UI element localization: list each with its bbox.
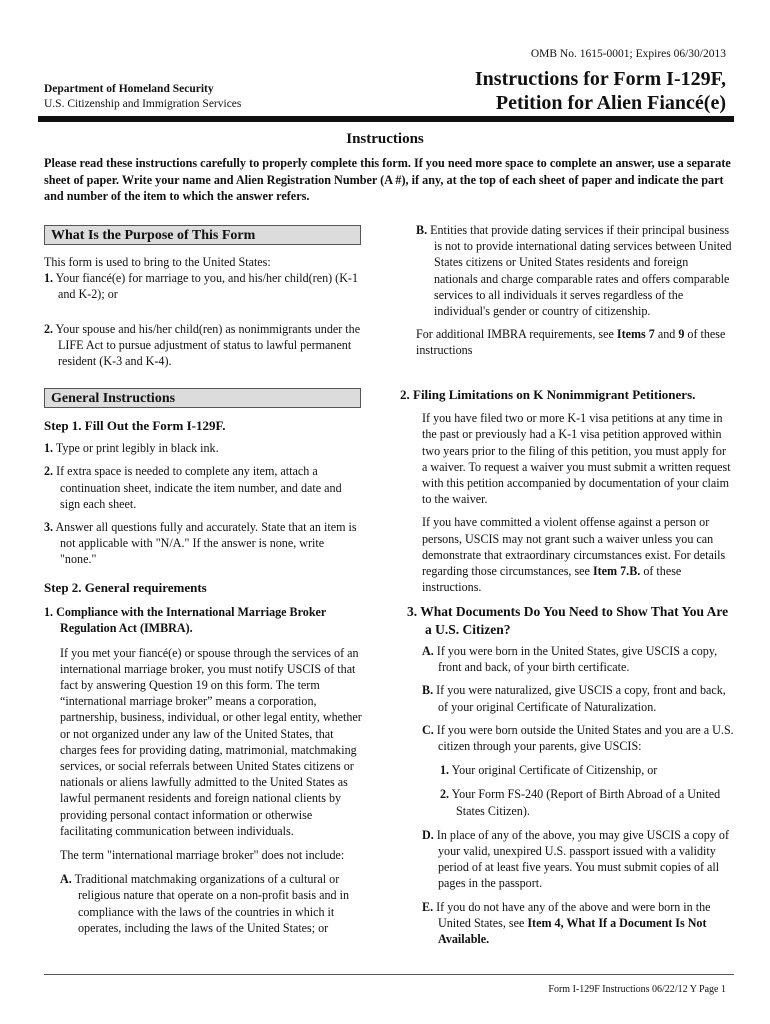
imbra-more-post: of these instructions [416,327,726,358]
imbra-item-a-text: Traditional matchmaking organizations of a cultural or religious nature that operate on a non-profit basis and in compliance with the laws of the countries in which it operates, including the laws of the United States; or [74,872,350,935]
documents-item-a [400,643,734,675]
purpose-section [44,254,362,369]
agency-block [44,82,241,112]
imbra-item-a [44,871,362,936]
documents-item-c1-num: 1. [440,763,450,778]
purpose-item-2-text: Your spouse and his/her child(ren) as nonimmigrants under the LIFE Act to pursue adjustment of status to lawful permanent resident (K-3 and K-4). [53,321,361,369]
step1-item-3-text: Answer all questions fully and accurately. State that an item is not applicable with "N/A." If the answer is none, write "none." [55,520,357,567]
documents-item-e [400,899,734,948]
step1-item-1-num: 1. [44,441,54,456]
step1-item-1-text: Type or print legibly in black ink. [55,441,219,456]
documents-item-a-letter: A. [422,644,434,658]
documents-heading [400,603,734,639]
step1-item-2 [44,463,362,512]
step1-item-2-text: If extra space is needed to complete any item, attach a continuation sheet, indicate the item number, and date and sign each sheet. [56,464,342,511]
step1-item-3 [44,519,362,568]
imbra-not-include: The term "international marriage broker" does not include: [60,848,345,863]
filing-heading [400,387,734,403]
imbra-more-items: Items 7 [616,327,655,342]
filing-heading-text: Filing Limitations on K Nonimmigrant Petitioners. [413,387,696,402]
documents-item-b-text: If you were naturalized, give USCIS a copy, front and back, of your original Certificate of Naturalization. [436,683,726,714]
documents-item-e-letter: E. [422,899,434,914]
documents-item-c2-num: 2. [440,787,450,802]
form-title-line1: Instructions for Form I-129F, [474,68,726,90]
documents-heading-text: What Documents Do You Need to Show That You Are a U.S. Citizen? [420,604,729,637]
imbra-more [400,326,734,358]
imbra-item-b-letter: B. [416,223,428,237]
imbra-heading-text: Compliance with the International Marriage Broker Regulation Act (IMBRA). [56,605,327,636]
step1-item-3-num: 3. [44,520,54,535]
step1-item-2-num: 2. [44,464,54,479]
imbra-num: 1. [44,605,54,620]
purpose-item-1-text: Your fiancé(e) for marriage to you, and his/her child(ren) (K-1 and K-2); or [53,271,359,302]
purpose-item-2-num: 2. [44,321,54,336]
imbra-more-pre: For additional IMBRA requirements, see [416,327,617,342]
documents-item-c [400,722,734,754]
documents-item-e-pre: If you do not have any of the above and were born in the United States, see [436,899,711,930]
documents-item-d-text: In place of any of the above, you may give USCIS a copy of your valid, unexpired U.S. passport issued with a validity period of at least five years. You must submit copies of all pages in the passport. [436,827,729,891]
footer-page-info: Form I-129F Instructions 06/22/12 Y Page 1 [548,984,726,995]
imbra-continued [400,222,734,359]
documents-item-b-letter: B. [422,683,434,698]
agency-service: U.S. Citizenship and Immigration Services [44,98,242,110]
documents-item-c1 [400,762,734,778]
imbra-heading [44,604,362,636]
documents-item-d [400,827,734,892]
step2-heading: Step 2. General requirements [44,580,207,595]
header-rule [38,116,734,122]
step1-section [44,418,362,568]
documents-num: 3. [407,604,418,619]
form-title-line2: Petition for Alien Fiancé(e) [495,92,726,114]
documents-item-c-text: If you were born outside the United States and you are a U.S. citizen through your parents, give USCIS: [436,722,734,754]
imbra-paragraph: If you met your fiancé(e) or spouse through the services of an international marriage broker, you must notify USCIS of that fact by answering Question 19 on this form. The term “international marriage broker” means a corporation, partnership, business, individual, or other legal entity, whether or not organized under any law of the United States, that charges fees for providing dating, matrimonial, matchmaking services, or social referrals between United States citizens or nationals or aliens lawfully admitted to the United States as lawful permanent residents and foreign national clients by providing personal contact information or otherwise facilitating communication between individuals. [60,645,362,838]
filing-section [400,387,734,595]
documents-item-c2 [400,786,734,818]
intro-paragraph: Please read these instructions carefully to properly complete this form. If you need more space to complete an answer, use a separate sheet of paper. Write your name and Alien Registration Number (A #), if any, at the top of each sheet of paper and indicate the part and number of the item to which the answer refers. [44,156,731,203]
documents-item-d-letter: D. [422,827,434,842]
documents-section [400,603,734,947]
omb-number: OMB No. 1615-0001; Expires 06/30/2013 [530,48,726,60]
documents-item-c1-text: Your original Certificate of Citizenship, or [451,763,658,778]
purpose-intro: This form is used to bring to the United States: [44,255,271,269]
documents-item-e-bold: Item 4, What If a Document Is Not Available. [438,915,707,947]
imbra-more-and: and [654,327,679,342]
documents-item-a-text: If you were born in the United States, give USCIS a copy, front and back, of your birth certificate. [436,644,718,675]
general-instructions-heading: General Instructions [44,388,361,408]
imbra-more-9: 9 [678,327,685,342]
filing-num: 2. [400,387,410,402]
filing-paragraph-1: If you have filed two or more K-1 visa petitions at any time in the past or previously had a K-1 visa petition approved within two years prior to the filing of this petition, you must apply for a waiver. To request a waiver you must submit a written request with this petition accompanied by documentation of your claim to the waiver. [422,411,731,507]
filing-paragraph-2-pre: If you have committed a violent offense against a person or persons, USCIS may not grant such a waiver unless you can demonstrate that extraordinary circumstances exist. For details regarding those circumstances, see [422,515,726,579]
filing-paragraph-2-item: Item 7.B. [592,564,641,579]
purpose-item-1-num: 1. [44,271,54,286]
purpose-item-1 [44,270,362,302]
form-title [475,67,726,115]
imbra-item-a-letter: A. [60,872,72,887]
step2-section [44,580,362,936]
imbra-item-b-text: Entities that provide dating services if their principal business is not to provide international dating services between United States citizens or United States residents and foreign nationals and charge comparable rates and offers comparable services to all individuals it serves regardless of the individual's gender or country of citizenship. [430,223,732,319]
filing-paragraph-2-post: of these instructions. [422,564,682,595]
instructions-title: Instructions [346,131,424,147]
purpose-item-2 [44,321,362,370]
documents-item-b [400,682,734,714]
imbra-item-b [400,222,734,319]
footer-rule [44,974,734,975]
documents-item-c-letter: C. [422,722,434,737]
purpose-heading: What Is the Purpose of This Form [44,225,361,245]
filing-paragraph-2 [400,514,734,595]
agency-department: Department of Homeland Security [44,83,214,95]
documents-item-c2-text: Your Form FS-240 (Report of Birth Abroad of a United States Citizen). [451,787,721,818]
step1-heading: Step 1. Fill Out the Form I-129F. [44,418,226,433]
step1-item-1 [44,440,362,456]
